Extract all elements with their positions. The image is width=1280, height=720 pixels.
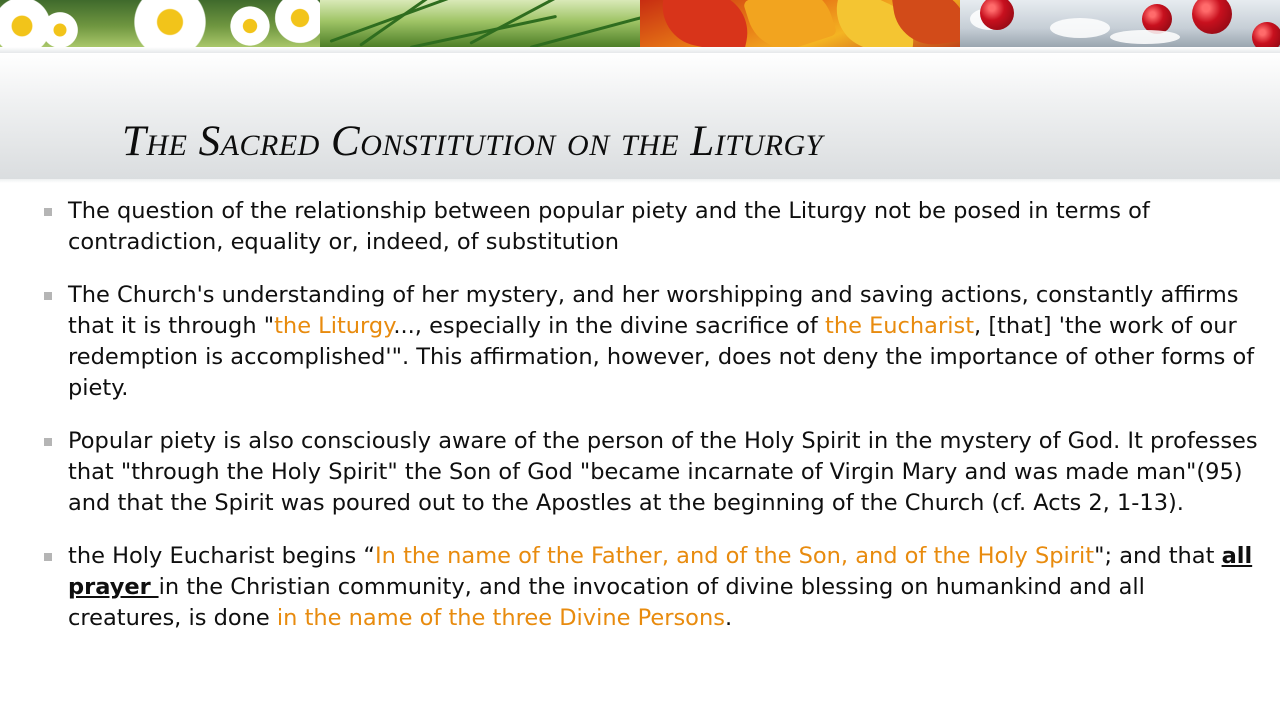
highlight-text: the Eucharist	[825, 313, 975, 339]
square-bullet-icon	[44, 292, 52, 300]
snowy-berries-photo	[960, 0, 1280, 47]
bullet-text: , [that] 'the work of our redemption is accomplished'". This affirmation, however, does not deny the importance of other forms of piety.	[68, 313, 1255, 401]
daisy-flowers-photo	[0, 0, 320, 47]
bullet-text: ..., especially in the divine sacrifice of	[393, 313, 825, 339]
highlight-text: the Liturgy	[274, 313, 394, 339]
autumn-leaves-photo	[640, 0, 960, 47]
bullet-text: .	[724, 605, 733, 631]
bullet-text: "; and that	[1094, 543, 1222, 569]
bullet-list	[44, 196, 1262, 656]
square-bullet-icon	[44, 553, 52, 561]
bullet-item	[44, 196, 1262, 258]
highlight-text: in the name of the three Divine Persons	[276, 605, 725, 631]
seasonal-banner	[0, 0, 1280, 47]
bullet-text: The question of the relationship between popular piety and the Liturgy not be posed in terms of contradiction, equality or, indeed, of substitution	[68, 198, 1150, 255]
bullet-item	[44, 541, 1262, 634]
slide-title: The Sacred Constitution on the Liturgy	[122, 118, 823, 165]
square-bullet-icon	[44, 208, 52, 216]
underlined-text: all prayer	[68, 543, 1253, 600]
palm-fronds-photo	[320, 0, 640, 47]
title-underline	[0, 179, 1280, 183]
bullet-text: The Church's understanding of her mystery, and her worshipping and saving actions, constantly affirms that it is through "	[68, 282, 1239, 339]
bullet-text: in the Christian community, and the invocation of divine blessing on humankind and all creatures, is done	[68, 574, 1145, 631]
square-bullet-icon	[44, 438, 52, 446]
bullet-item	[44, 280, 1262, 404]
bullet-text: the Holy Eucharist begins “	[68, 543, 376, 569]
bullet-item	[44, 426, 1262, 519]
bullet-text: Popular piety is also consciously aware of the person of the Holy Spirit in the mystery of God. It professes that "through the Holy Spirit" the Son of God "became incarnate of Virgin Mary and was made man"(95) and that the Spirit was poured out to the Apostles at the beginning of the Church (cf. Acts 2, 1-13).	[68, 428, 1258, 516]
highlight-text: In the name of the Father, and of the Son, and of the Holy Spirit	[375, 543, 1095, 569]
